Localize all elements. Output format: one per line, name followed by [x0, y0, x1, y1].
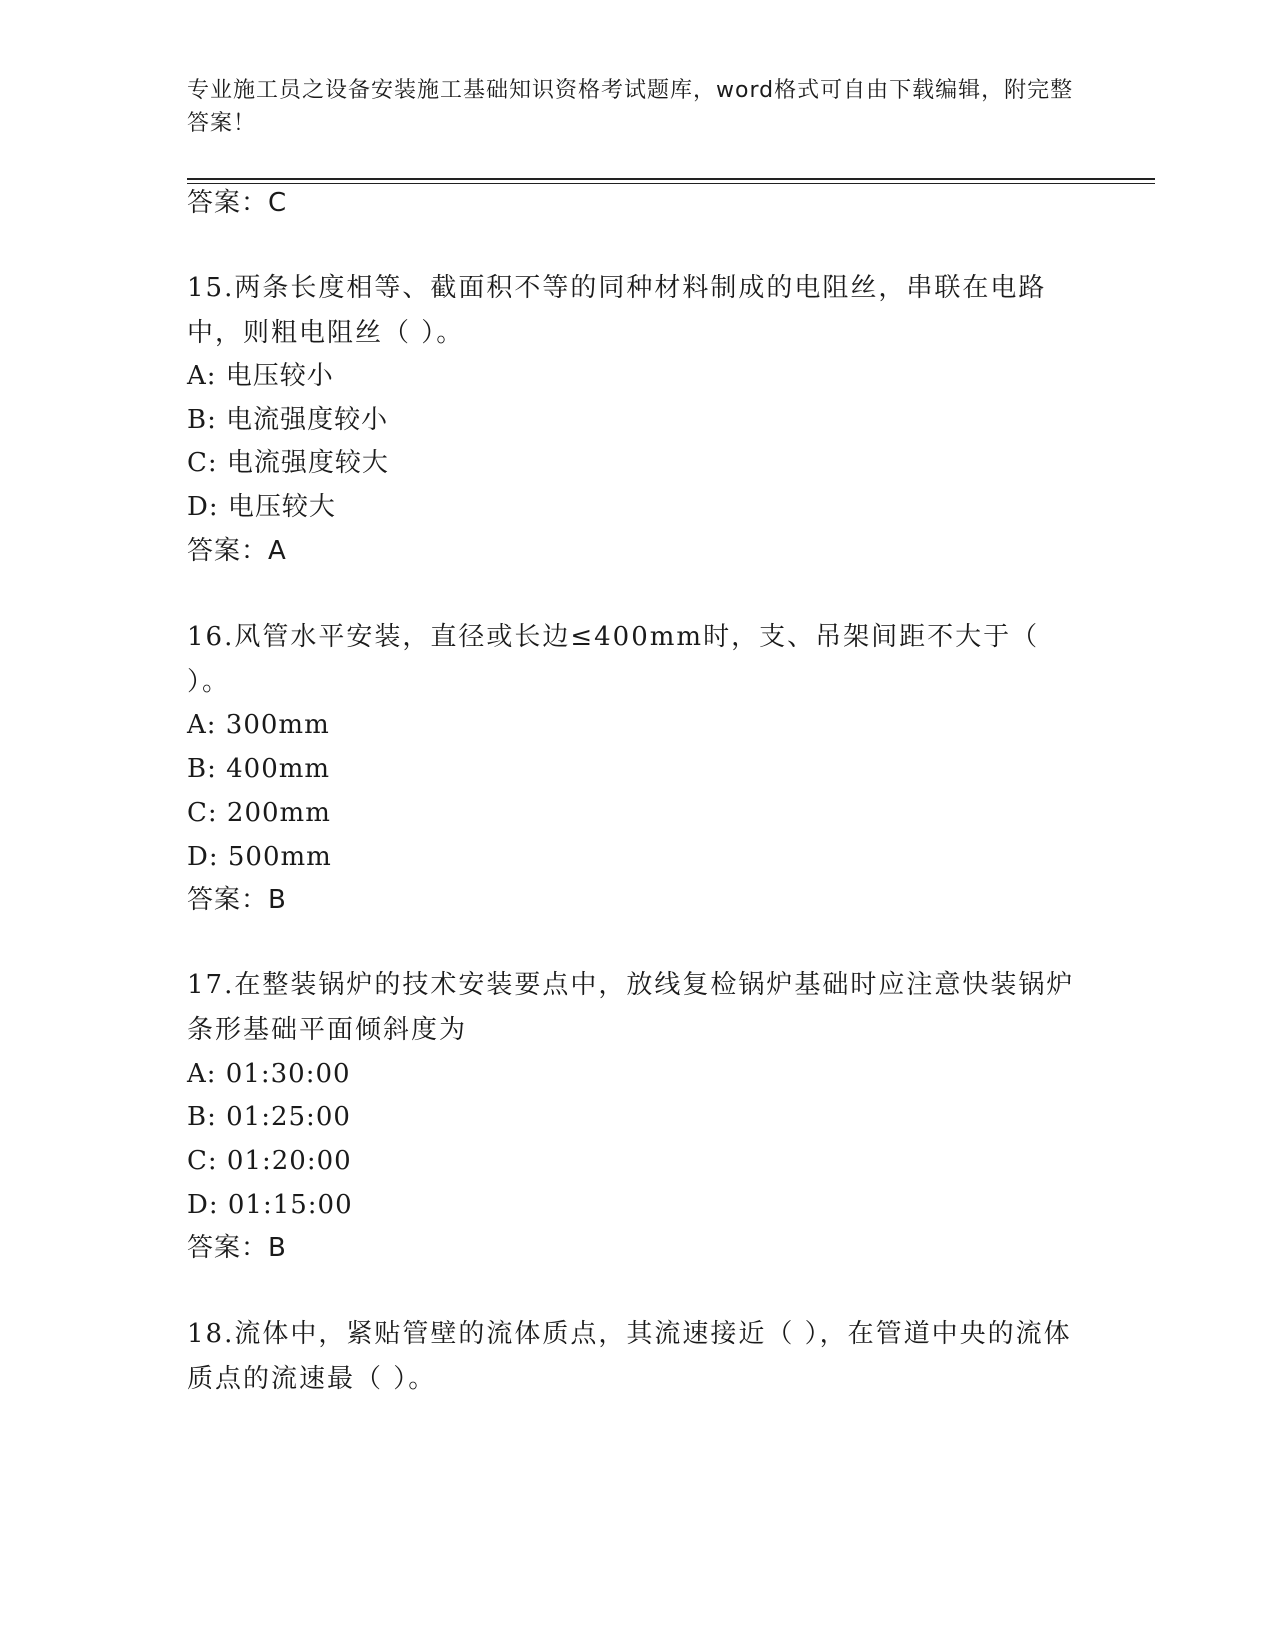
question-15-option-d: D: 电压较大	[187, 492, 336, 522]
question-17-answer	[187, 1232, 287, 1264]
question-17-text: 17.在整装锅炉的技术安装要点中，放线复检锅炉基础时应注意快装锅炉条形基础平面倾斜度为	[187, 970, 1075, 1045]
question-16-option-a: A: 300mm	[187, 710, 330, 740]
question-16-option-c: C: 200mm	[187, 798, 331, 828]
document-header: 专业施工员之设备安装施工基础知识资格考试题库，word格式可自由下载编辑，附完整答案！	[187, 78, 1074, 136]
answer-label: 答案：	[187, 1233, 269, 1263]
answer-value: B	[268, 885, 287, 915]
question-16-option-d: D: 500mm	[187, 842, 332, 872]
answer-label: 答案：	[187, 885, 269, 915]
question-17-option-d: D: 01:15:00	[187, 1190, 353, 1220]
answer-label: 答案：	[187, 188, 269, 218]
answer-prev	[187, 187, 287, 219]
question-16-text: 16.风管水平安装，直径或长边≤400mm时，支、吊架间距不大于（ ）。	[187, 622, 1040, 697]
question-17-option-a: A: 01:30:00	[187, 1059, 351, 1089]
answer-value: C	[268, 188, 288, 218]
question-15-option-a: A: 电压较小	[187, 361, 334, 391]
answer-value: A	[268, 536, 287, 566]
question-17-option-b: B: 01:25:00	[187, 1102, 351, 1132]
header-divider-thin	[187, 183, 1155, 184]
question-15-answer	[187, 535, 287, 567]
question-18-text: 18.流体中，紧贴管壁的流体质点，其流速接近（ ），在管道中央的流体质点的流速最（ ）。	[187, 1319, 1072, 1394]
question-16-option-b: B: 400mm	[187, 754, 331, 784]
header-divider-thick	[187, 178, 1155, 180]
question-16-answer	[187, 884, 287, 916]
answer-value: B	[268, 1233, 287, 1263]
answer-label: 答案：	[187, 536, 269, 566]
question-17-option-c: C: 01:20:00	[187, 1146, 352, 1176]
question-15-option-c: C: 电流强度较大	[187, 448, 389, 478]
question-15-option-b: B: 电流强度较小	[187, 405, 389, 435]
question-15-text: 15.两条长度相等、截面积不等的同种材料制成的电阻丝，串联在电路中，则粗电阻丝（ ）。	[187, 273, 1047, 348]
